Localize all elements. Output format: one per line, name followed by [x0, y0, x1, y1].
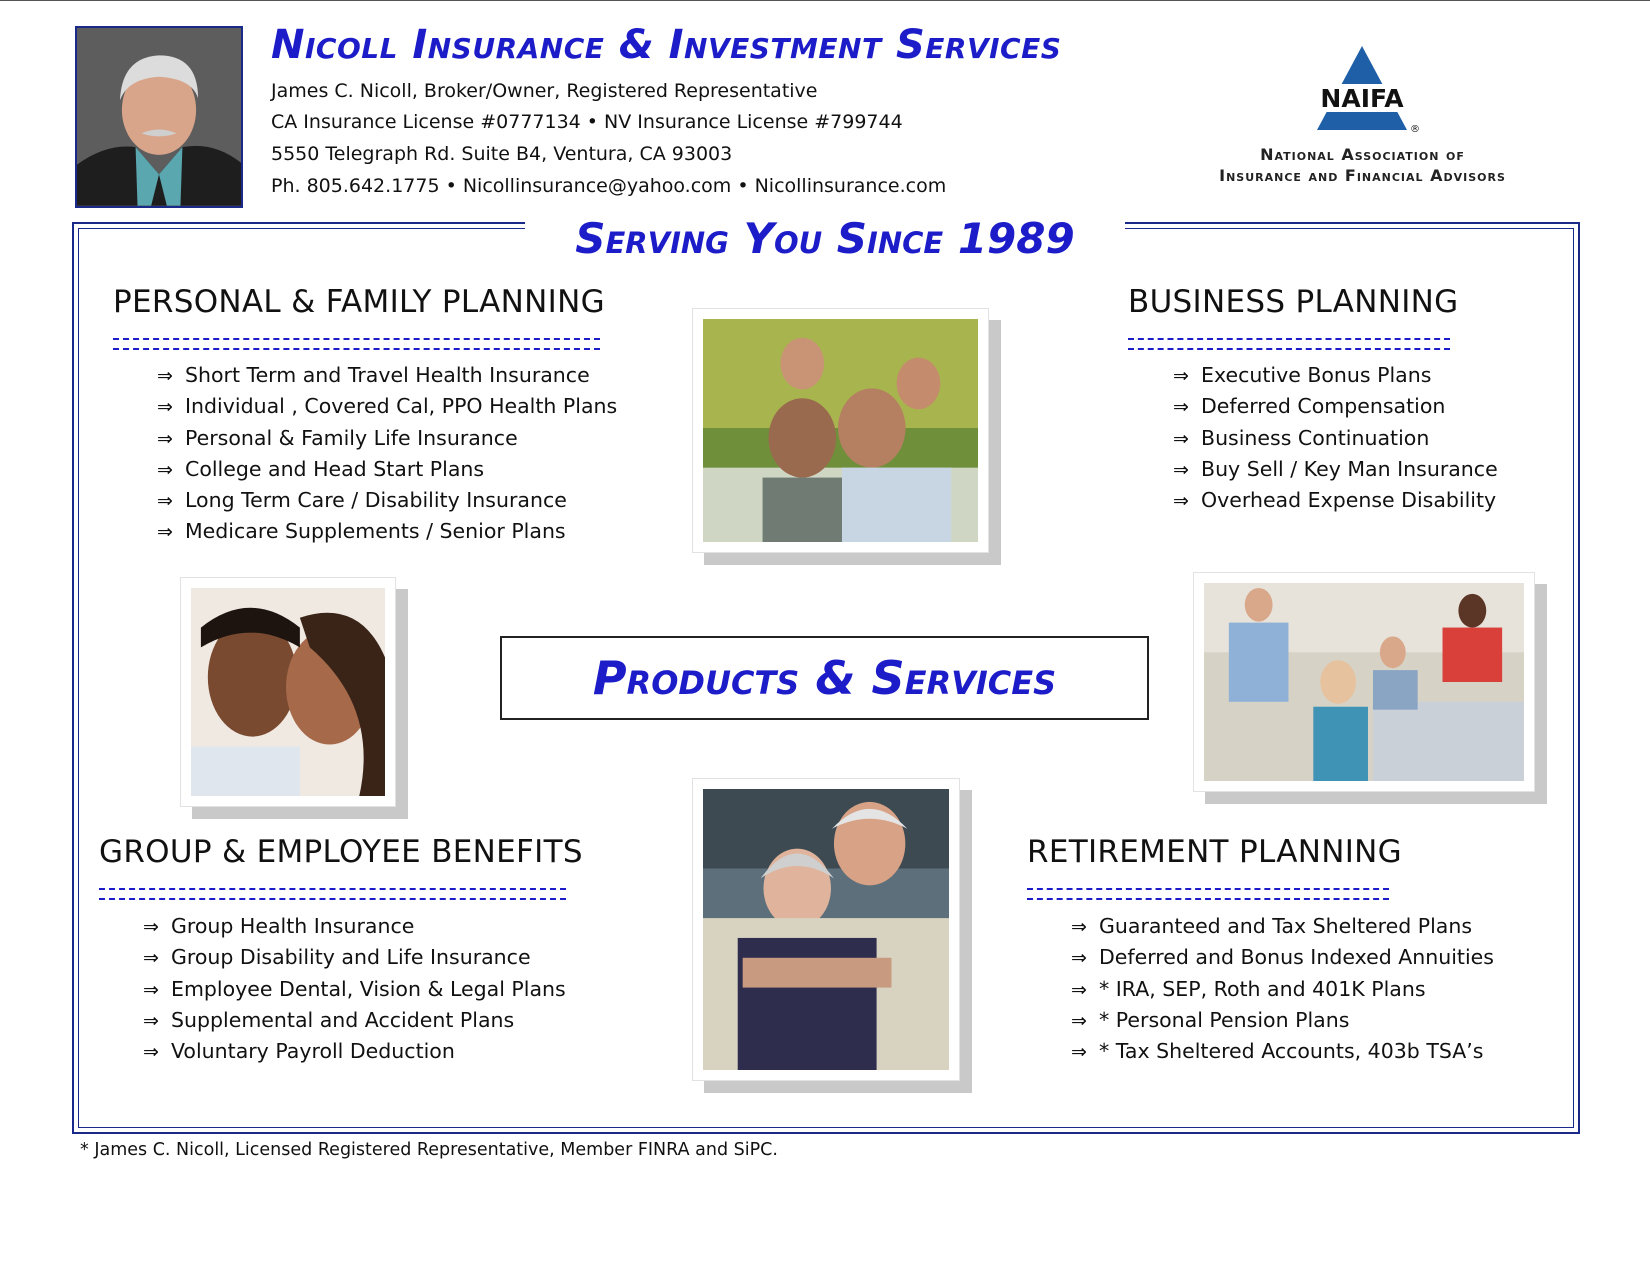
license-line: CA Insurance License #0777134 • NV Insurance License #799744 — [271, 111, 903, 133]
arrow-icon: ⇒ — [157, 396, 173, 419]
arrow-icon: ⇒ — [1071, 947, 1087, 970]
arrow-icon: ⇒ — [157, 365, 173, 387]
list-item: ⇒ Supplemental and Accident Plans — [143, 1005, 566, 1036]
personal-family-title: PERSONAL & FAMILY PLANNING — [113, 284, 605, 320]
list-item: ⇒ Deferred Compensation — [1173, 391, 1498, 422]
list-item: ⇒ * Personal Pension Plans — [1071, 1005, 1494, 1036]
list-item: ⇒ * IRA, SEP, Roth and 401K Plans — [1071, 974, 1494, 1005]
arrow-icon: ⇒ — [1173, 458, 1189, 481]
arrow-icon: ⇒ — [143, 947, 159, 970]
list-item: ⇒ College and Head Start Plans — [157, 454, 617, 485]
naifa-triangle-icon — [1165, 44, 1560, 139]
arrow-icon: ⇒ — [1071, 916, 1087, 938]
serving-since-tagline: Serving You Since 1989 — [575, 214, 1075, 263]
business-planning-list — [1173, 360, 1498, 516]
list-item: ⇒ Guaranteed and Tax Sheltered Plans — [1071, 911, 1494, 942]
business-planning-rule — [1128, 338, 1450, 350]
disclosure-footnote: * James C. Nicoll, Licensed Registered Representative, Member FINRA and SiPC. — [80, 1140, 778, 1160]
page-top-rule — [0, 0, 1650, 1]
family-photo — [692, 308, 989, 553]
list-item: ⇒ Business Continuation — [1173, 423, 1498, 454]
arrow-icon: ⇒ — [143, 978, 159, 1001]
list-item: ⇒ Long Term Care / Disability Insurance — [157, 485, 617, 516]
group-benefits-rule — [99, 888, 566, 900]
list-item: ⇒ Employee Dental, Vision & Legal Plans — [143, 974, 566, 1005]
arrow-icon: ⇒ — [1173, 427, 1189, 450]
naifa-registered-mark: ® — [1410, 124, 1420, 135]
address-line: 5550 Telegraph Rd. Suite B4, Ventura, CA 93003 — [271, 143, 733, 165]
group-benefits-list — [143, 911, 566, 1067]
arrow-icon: ⇒ — [143, 916, 159, 938]
products-services-box — [500, 636, 1149, 720]
naifa-logo — [1165, 44, 1560, 194]
arrow-icon: ⇒ — [157, 458, 173, 481]
list-item: ⇒ Group Disability and Life Insurance — [143, 942, 566, 973]
personal-family-list — [157, 360, 617, 548]
couple-photo — [180, 577, 396, 807]
list-item: ⇒ Executive Bonus Plans — [1173, 360, 1498, 391]
naifa-line-1: National Association of — [1260, 145, 1465, 164]
list-item: ⇒ Individual , Covered Cal, PPO Health Plans — [157, 391, 617, 422]
group-benefits-title: GROUP & EMPLOYEE BENEFITS — [99, 834, 583, 870]
retirement-planning-title: RETIREMENT PLANNING — [1027, 834, 1402, 870]
arrow-icon: ⇒ — [1071, 978, 1087, 1001]
company-name: Nicoll Insurance & Investment Services — [271, 22, 1062, 68]
naifa-line-2: Insurance and Financial Advisors — [1219, 166, 1506, 185]
retirement-planning-rule — [1027, 888, 1389, 900]
arrow-icon: ⇒ — [1173, 396, 1189, 419]
list-item: ⇒ Buy Sell / Key Man Insurance — [1173, 454, 1498, 485]
business-planning-title: BUSINESS PLANNING — [1128, 284, 1459, 320]
list-item: ⇒ Medicare Supplements / Senior Plans — [157, 516, 617, 547]
list-item: ⇒ Deferred and Bonus Indexed Annuities — [1071, 942, 1494, 973]
arrow-icon: ⇒ — [1173, 365, 1189, 387]
contact-line: Ph. 805.642.1775 • Nicollinsurance@yahoo.com • Nicollinsurance.com — [271, 175, 947, 197]
naifa-full-name — [1165, 144, 1560, 186]
products-services-label: Products & Services — [592, 651, 1057, 705]
list-item: ⇒ Short Term and Travel Health Insurance — [157, 360, 617, 391]
list-item: ⇒ Personal & Family Life Insurance — [157, 423, 617, 454]
broker-title-line: James C. Nicoll, Broker/Owner, Registered Representative — [271, 80, 818, 102]
arrow-icon: ⇒ — [1071, 1009, 1087, 1032]
arrow-icon: ⇒ — [1071, 1041, 1087, 1064]
naifa-acronym: NAIFA — [1320, 84, 1404, 113]
list-item: ⇒ Group Health Insurance — [143, 911, 566, 942]
arrow-icon: ⇒ — [1173, 490, 1189, 513]
arrow-icon: ⇒ — [143, 1009, 159, 1032]
list-item: ⇒ Voluntary Payroll Deduction — [143, 1036, 566, 1067]
arrow-icon: ⇒ — [157, 427, 173, 450]
business-team-photo — [1193, 572, 1535, 792]
senior-couple-photo — [692, 778, 960, 1081]
arrow-icon: ⇒ — [157, 490, 173, 513]
personal-family-rule — [113, 338, 600, 350]
retirement-planning-list — [1071, 911, 1494, 1067]
list-item: ⇒ * Tax Sheltered Accounts, 403b TSA’s — [1071, 1036, 1494, 1067]
broker-portrait-photo — [75, 26, 243, 208]
arrow-icon: ⇒ — [157, 521, 173, 544]
list-item: ⇒ Overhead Expense Disability — [1173, 485, 1498, 516]
arrow-icon: ⇒ — [143, 1041, 159, 1064]
